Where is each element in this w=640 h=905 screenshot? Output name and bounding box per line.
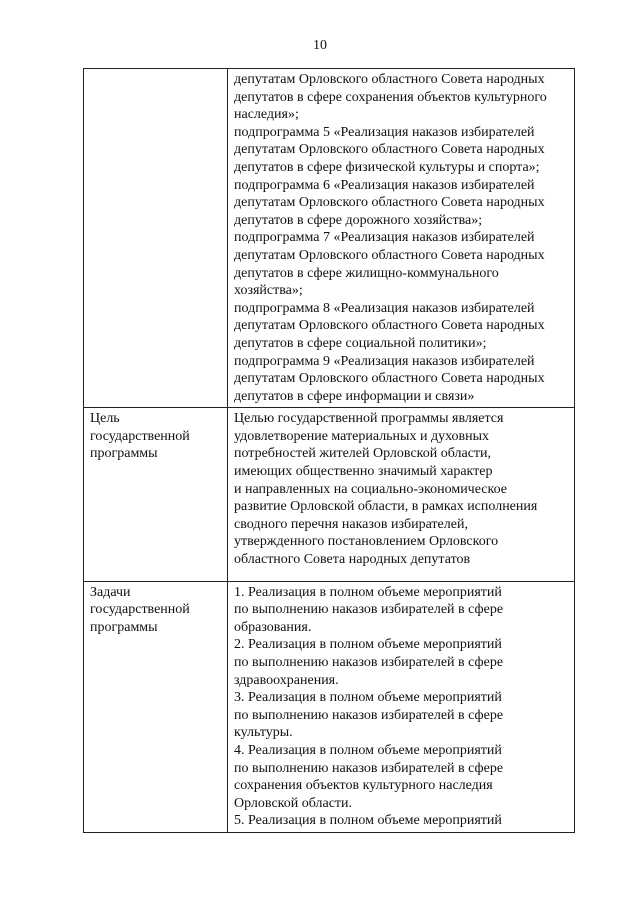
text-line: подпрограмма 9 «Реализация наказов избирателей — [234, 353, 535, 369]
label-line: государственной — [90, 602, 190, 618]
table-row-subprograms — [84, 69, 575, 408]
text-line: депутатов в сфере сохранения объектов культурного — [234, 89, 547, 105]
text-line: образования. — [234, 619, 312, 635]
text-line: депутатам Орловского областного Совета народных — [234, 318, 545, 334]
text-line: имеющих общественно значимый характер — [234, 464, 493, 480]
text-line: по выполнению наказов избирателей в сфере — [234, 655, 504, 670]
text-line: наследия»; — [234, 107, 299, 123]
text-line: депутатов в сфере дорожного хозяйства»; — [234, 212, 483, 228]
row-label-empty — [84, 69, 228, 408]
row-content-subprograms — [228, 69, 575, 408]
text-line: депутатам Орловского областного Совета народных — [234, 247, 545, 263]
text-line: депутатов в сфере жилищно-коммунального — [234, 265, 499, 281]
text-line: сохранения объектов культурного наследия — [234, 778, 493, 794]
text-line: подпрограмма 5 «Реализация наказов избирателей — [234, 124, 535, 140]
text-line: здравоохранения. — [234, 672, 339, 688]
text-line: депутатам Орловского областного Совета народных — [234, 142, 545, 158]
text-line: 4. Реализация в полном объеме мероприятий — [234, 742, 502, 758]
text-line: Орловской области. — [234, 795, 353, 811]
row-content-goal — [228, 408, 575, 581]
text-line: областного Совета народных депутатов — [234, 552, 471, 568]
label-line: государственной — [90, 428, 190, 444]
text-line: Целью государственной программы является — [234, 411, 504, 427]
row-label-goal — [84, 408, 228, 581]
text-line: 2. Реализация в полном объеме мероприятий — [234, 637, 502, 653]
label-line: программы — [90, 619, 158, 635]
text-line: развитие Орловской области, в рамках исполнения — [234, 499, 538, 515]
text-line: 5. Реализация в полном объеме мероприятий — [234, 813, 502, 829]
text-line: по выполнению наказов избирателей в сфере — [234, 760, 504, 776]
table-row-tasks — [84, 581, 575, 832]
text-line: потребностей жителей Орловской области, — [234, 446, 492, 462]
text-line: депутатов в сфере физической культуры и спорта»; — [234, 159, 540, 175]
text-line: по выполнению наказов избирателей в сфере — [234, 602, 504, 618]
label-line: Задачи — [90, 584, 131, 600]
text-line: депутатам Орловского областного Совета народных — [234, 72, 545, 87]
text-line: депутатам Орловского областного Совета народных — [234, 195, 545, 211]
text-line: хозяйства»; — [234, 283, 303, 299]
text-line: по выполнению наказов избирателей в сфере — [234, 707, 504, 723]
label-line: Цель — [90, 411, 120, 427]
text-line: подпрограмма 8 «Реализация наказов избирателей — [234, 300, 535, 316]
text-line: культуры. — [234, 725, 293, 741]
page-number: 10 — [313, 38, 327, 53]
text-line: депутатов в сфере социальной политики»; — [234, 335, 487, 351]
text-line: депутатов в сфере информации и связи» — [234, 388, 475, 404]
text-line: подпрограмма 6 «Реализация наказов избирателей — [234, 177, 535, 193]
row-label-tasks — [84, 581, 228, 832]
table-row-goal — [84, 408, 575, 581]
text-line: 3. Реализация в полном объеме мероприятий — [234, 690, 502, 706]
program-passport-table — [83, 68, 575, 833]
text-line: утвержденного постановлением Орловского — [234, 534, 499, 550]
text-line: удовлетворение материальных и духовных — [234, 428, 490, 444]
text-line: подпрограмма 7 «Реализация наказов избирателей — [234, 230, 535, 246]
label-line: программы — [90, 446, 158, 462]
row-content-tasks — [228, 581, 575, 832]
text-line: 1. Реализация в полном объеме мероприятий — [234, 584, 502, 600]
text-line: депутатам Орловского областного Совета народных — [234, 371, 545, 387]
text-line: сводного перечня наказов избирателей, — [234, 516, 468, 532]
text-line: и направленных на социально-экономическое — [234, 481, 507, 497]
